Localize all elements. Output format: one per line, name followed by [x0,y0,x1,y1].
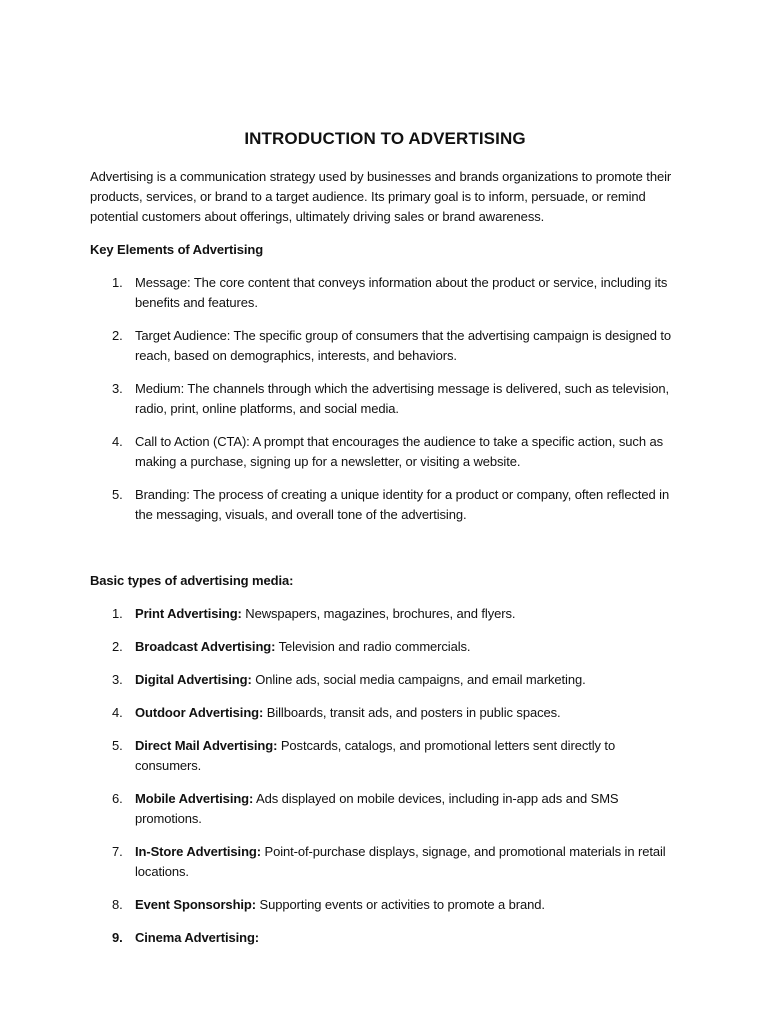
media-term: Event Sponsorship: [135,897,256,912]
list-number: 1. [112,275,123,290]
list-number: 3. [112,381,123,396]
list-item [90,789,680,829]
media-term: Direct Mail Advertising: [135,738,278,753]
list-number: 2. [112,328,123,343]
list-item [90,736,680,776]
media-description: Television and radio commercials. [275,639,471,654]
list-item [90,670,680,690]
list-number: 5. [112,738,123,753]
list-number: 4. [112,705,123,720]
list-item [90,485,680,525]
list-item-text: Message: The core content that conveys information about the product or service, including its benefits and features. [135,275,668,310]
media-term: Broadcast Advertising: [135,639,276,654]
key-elements-list [90,273,680,525]
list-item-text: Branding: The process of creating a unique identity for a product or company, often reflected in the messaging, visuals, and overall tone of the advertising. [135,487,670,522]
list-item [90,432,680,472]
media-description: Billboards, transit ads, and posters in public spaces. [263,705,561,720]
list-number: 7. [112,844,123,859]
media-term: Outdoor Advertising: [135,705,264,720]
list-item [90,326,680,366]
media-term: Cinema Advertising: [135,930,260,945]
document-page [90,127,680,961]
list-item-text: Call to Action (CTA): A prompt that encourages the audience to take a specific action, such as making a purchase, signing up for a newsletter, or visiting a website. [135,434,663,469]
list-item [90,928,680,948]
list-item-text: Medium: The channels through which the advertising message is delivered, such as television, radio, print, online platforms, and social media. [135,381,669,416]
list-number: 2. [112,639,123,654]
list-item [90,637,680,657]
list-item [90,604,680,624]
list-item [90,703,680,723]
list-item [90,842,680,882]
key-elements-heading: Key Elements of Advertising [90,242,264,257]
list-number: 1. [112,606,123,621]
list-number: 4. [112,434,123,449]
document-title: INTRODUCTION TO ADVERTISING [244,129,526,148]
list-number: 6. [112,791,123,806]
list-item [90,895,680,915]
media-term: Digital Advertising: [135,672,252,687]
list-number: 9. [112,930,123,945]
media-description: Online ads, social media campaigns, and email marketing. [251,672,586,687]
media-term: Mobile Advertising: [135,791,254,806]
list-number: 8. [112,897,123,912]
media-description: Newspapers, magazines, brochures, and flyers. [241,606,516,621]
media-description: Supporting events or activities to promote a brand. [256,897,545,912]
intro-paragraph: Advertising is a communication strategy used by businesses and brands organizations to promote their products, services, or brand to a target audience. Its primary goal is to inform, persuade, or remind potential customers about offerings, ultimately driving sales or brand awareness. [90,169,672,224]
list-item [90,273,680,313]
list-number: 3. [112,672,123,687]
media-description: Postcards, catalogs, and promotional letters sent directly to consumers. [135,738,616,773]
media-description: Ads displayed on mobile devices, including in-app ads and SMS promotions. [135,791,619,826]
list-item [90,379,680,419]
media-types-list [90,604,680,948]
media-types-heading: Basic types of advertising media: [90,573,294,588]
list-item-text: Target Audience: The specific group of consumers that the advertising campaign is designed to reach, based on demographics, interests, and behaviors. [135,328,672,363]
media-term: In-Store Advertising: [135,844,261,859]
media-description: Point-of-purchase displays, signage, and promotional materials in retail locations. [135,844,666,879]
list-number: 5. [112,487,123,502]
media-term: Print Advertising: [135,606,242,621]
